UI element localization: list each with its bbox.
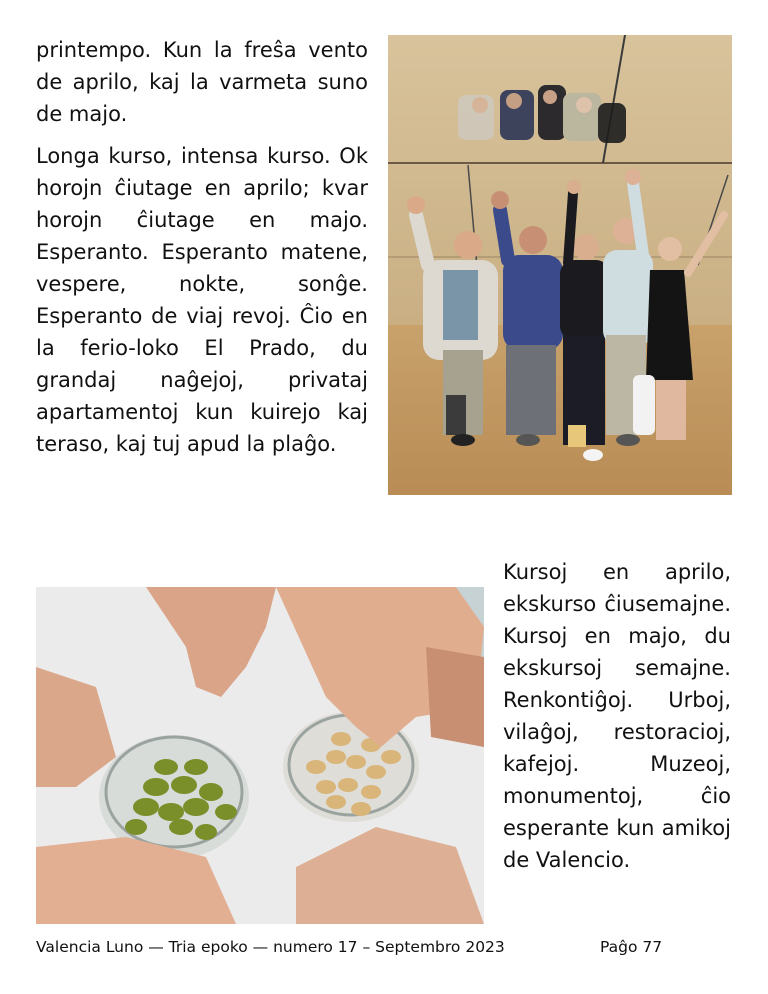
paragraph-2: Longa kurso, intensa kurso. Ok horojn ĉiutage en aprilo; kvar horojn ĉiutage en majo. Esperanto. Esperanto matene, vespere, nokte, sonĝe. Esperanto de viaj revoj. Ĉio en la ferio-loko El Prado, du grandaj naĝejoj, privataj apartamentoj kun kuirejo kaj teraso, kaj tuj apud la plaĝo. <box>36 144 368 456</box>
olives-photo <box>36 587 484 924</box>
article-text-bottom <box>503 556 731 876</box>
paragraph-1: printempo. Kun la freŝa vento de aprilo, kaj la varmeta suno de majo. <box>36 38 368 126</box>
footer-page-number: Paĝo 77 <box>600 938 663 956</box>
footer-publication: Valencia Luno — Tria epoko — numero 17 – Septembro 2023 <box>36 938 505 956</box>
article-text-top <box>36 34 368 460</box>
paragraph-3: Kursoj en aprilo, ekskurso ĉiusemajne. Kursoj en majo, du ekskursoj semajne. Renkontiĝoj. Urboj, vilaĝoj, restoracioj, kafejoj. Muzeoj, monumentoj, ĉio esperante kun amikoj de Valencio. <box>503 560 731 872</box>
group-photo <box>388 35 732 495</box>
